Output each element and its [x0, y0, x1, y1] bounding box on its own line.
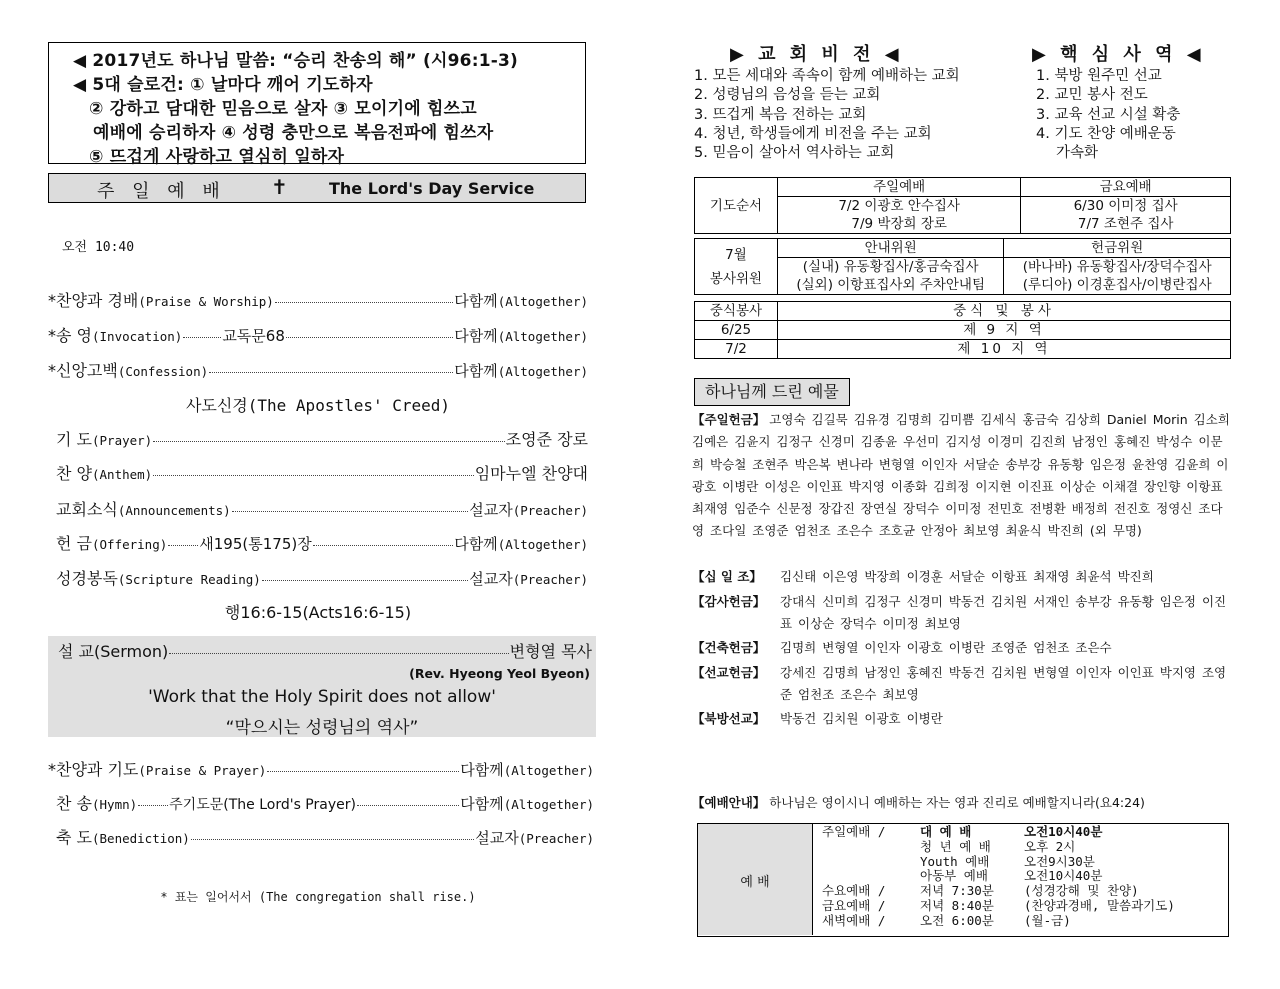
- service-title-en: The Lord's Day Service: [329, 179, 535, 198]
- offering-label: 【십 일 조】: [692, 569, 762, 584]
- prayer-table: [694, 177, 1231, 234]
- order-item: [48, 323, 588, 346]
- offering-label: 【건축헌금】: [692, 640, 766, 655]
- cross-icon: ✝: [271, 175, 288, 199]
- schedule-time: 오전10시40분: [1024, 868, 1103, 884]
- leader-dots: [153, 440, 504, 442]
- order-label-en: (Hymn): [92, 797, 138, 812]
- offering-section: [692, 409, 1232, 543]
- slogan-line: ② 강하고 담대한 믿음으로 살자 ③ 모이기에 힘쓰고: [89, 99, 477, 119]
- annual-verse: ◀ 2017년도 하나님 말씀: “승리 찬송의 해” (시96:1-3): [73, 51, 518, 71]
- leader-dots: [153, 474, 474, 476]
- order-detail: 새195(통175)장: [199, 535, 312, 553]
- order-leader-en: (Preacher): [518, 831, 594, 846]
- fri-head: 금요예배: [1021, 178, 1231, 197]
- schedule-row: [822, 840, 1175, 855]
- schedule-time: 오전9시30분: [1024, 853, 1095, 869]
- service-title-bar: [48, 173, 586, 203]
- order-label-en: (Anthem): [92, 467, 153, 482]
- slogan-line: ◀ 5대 슬로건: ① 날마다 깨어 기도하자: [73, 75, 373, 95]
- order-leader: 조영준 장로: [505, 430, 588, 449]
- order-label-en: (Invocation): [92, 329, 183, 344]
- month-label: 7월: [725, 246, 747, 263]
- staff-table: [694, 238, 1231, 295]
- order-leader-en: (Altogether): [497, 537, 588, 552]
- sermon-box: [48, 636, 596, 737]
- sermon-title-ko: “막으시는 성령님의 역사”: [225, 718, 419, 738]
- core-title: ▶ 핵 심 사 역 ◀: [1032, 44, 1205, 65]
- core-list: [1036, 67, 1180, 163]
- meal-date: 7/2: [695, 340, 778, 359]
- standing-note: * 표는 일어서서 (The congregation shall rise.): [160, 890, 476, 904]
- guide-head: 안내위원: [778, 239, 1004, 258]
- leader-dots: [275, 301, 453, 303]
- offering-names: 김명희 변형열 이인자 이광호 이병란 조영준 엄천조 조은수: [780, 640, 1112, 655]
- schedule-row: [822, 855, 1175, 870]
- order-leader-en: (Altogether): [497, 329, 588, 344]
- meal-value: 제 9 지 역: [778, 321, 1231, 340]
- order-item: [48, 757, 594, 780]
- schedule-day: [822, 840, 920, 855]
- leader-dots: [183, 336, 221, 338]
- order-detail: 교독문68: [222, 327, 285, 345]
- list-item: 가속화: [1056, 145, 1099, 162]
- staff-label: [695, 239, 778, 295]
- order-label-en: (Confession): [117, 364, 209, 379]
- schedule-day: 금요예배 /: [822, 897, 886, 913]
- leader-dots: [168, 544, 198, 546]
- staff-label-text: 봉사위원: [709, 270, 763, 287]
- leader-dots: [313, 544, 454, 546]
- order-item: [48, 427, 588, 450]
- schedule-time: 오후 2시: [1024, 838, 1076, 854]
- schedule-row: [822, 884, 1175, 899]
- creed-line: 사도신경(The Apostles' Creed): [185, 396, 451, 415]
- meal-value: 제 10 지 역: [778, 340, 1231, 359]
- order-label-en: (Praise & Prayer): [138, 763, 267, 778]
- schedule-time: (찬양과경배, 말씀과기도): [1024, 897, 1175, 913]
- offering-label: 【감사헌금】: [692, 594, 766, 609]
- table-row: [695, 321, 1231, 340]
- order-label: *찬양과 기도: [48, 760, 139, 779]
- order-item: [48, 566, 588, 589]
- order-label-en: (Praise & Worship): [138, 294, 274, 309]
- offering-section: [692, 566, 1232, 588]
- order-label-en: (Offering): [92, 537, 168, 552]
- order-label: 찬 송: [56, 794, 92, 813]
- order-leader-en: (Altogether): [497, 364, 588, 379]
- schedule-time: 오전10시40분: [1024, 824, 1103, 839]
- order-leader-en: (Altogether): [503, 763, 594, 778]
- order-label-en: (Benediction): [92, 831, 190, 846]
- schedule-service: 오전 6:00분: [920, 912, 994, 928]
- slogan-line: ⑤ 뜨겁게 사랑하고 열심히 일하자: [89, 147, 345, 167]
- order-label: 찬 양: [56, 464, 92, 483]
- offering-names: 김신태 이은영 박장희 이경훈 서달순 이항표 최재영 최윤석 박진희: [780, 569, 1154, 584]
- order-leader: 다함께: [460, 761, 504, 779]
- leader-dots: [232, 510, 469, 512]
- leader-dots: [209, 371, 453, 373]
- order-label-en: (Prayer): [92, 433, 153, 448]
- service-title-ko: 주 일 예 배: [97, 181, 226, 202]
- meal-table: [694, 301, 1231, 359]
- offer-member: (바나바) 유동황집사/장덕수집사: [1004, 258, 1231, 277]
- order-item: [48, 531, 588, 554]
- offering-label: 【주일헌금】: [692, 412, 766, 427]
- schedule-row: [822, 825, 1175, 840]
- worship-verse-line: [692, 793, 1145, 811]
- sun-head: 주일예배: [778, 178, 1021, 197]
- table-row: [695, 340, 1231, 359]
- sermon-label: 설 교(Sermon): [58, 642, 169, 661]
- schedule-day: [822, 855, 920, 870]
- order-leader-en: (Preacher): [512, 503, 588, 518]
- service-time: 오전 10:40: [62, 240, 135, 255]
- list-item: 3. 교육 선교 시설 확충: [1036, 106, 1181, 123]
- schedule-day: [822, 869, 920, 884]
- fri-prayer: 6/30 이미정 집사: [1021, 197, 1231, 216]
- schedule-list: [822, 825, 1175, 929]
- order-item: [48, 497, 588, 520]
- schedule-time: (성경강해 및 찬양): [1024, 883, 1139, 899]
- schedule-row: [822, 914, 1175, 929]
- prayer-label: 기도순서: [695, 178, 778, 234]
- order-leader-en: (Preacher): [512, 572, 588, 587]
- slogan-line: 예배에 승리하자 ④ 성령 충만으로 복음전파에 힘쓰자: [93, 123, 494, 143]
- leader-dots: [267, 770, 459, 772]
- list-item: 1. 북방 원주민 선교: [1036, 68, 1162, 84]
- worship-box-label-cell: [698, 824, 813, 935]
- meal-label: 중식봉사: [695, 302, 778, 321]
- order-label: 성경봉독: [56, 569, 118, 588]
- offering-names: 강세진 김명희 남정인 홍혜진 박동건 김치원 변형열 이인자 이인표 박지영 조영준 엄천조 조은수 최보영: [780, 665, 1227, 703]
- list-item: 1. 모든 세대와 족속이 함께 예배하는 교회: [694, 68, 960, 84]
- order-label-en: (Announcements): [117, 503, 231, 518]
- order-label: 축 도: [56, 828, 92, 847]
- schedule-service: 아동부 예배: [920, 868, 988, 884]
- offering-names: 강대식 신미희 김정구 신경미 박동건 김치원 서재인 송부강 유동황 임은정 이진표 이상순 장덕수 이미정 최보영: [780, 594, 1227, 632]
- order-leader: 임마누엘 찬양대: [474, 464, 588, 483]
- list-item: 5. 믿음이 살아서 역사하는 교회: [694, 145, 895, 162]
- guide-member: (실내) 유동황집사/홍금숙집사: [778, 258, 1004, 277]
- schedule-service: 대 예 배: [920, 824, 972, 839]
- list-item: 2. 성령님의 음성을 듣는 교회: [694, 87, 881, 104]
- order-leader-en: (Altogether): [503, 797, 594, 812]
- offering-label: 【선교헌금】: [692, 665, 766, 680]
- order-leader-en: (Altogether): [497, 294, 588, 309]
- leader-dots: [169, 652, 508, 654]
- vision-list: [694, 67, 960, 163]
- order-item: [48, 288, 588, 311]
- schedule-service: 저녁 7:30분: [920, 883, 994, 899]
- list-item: 2. 교민 봉사 전도: [1036, 87, 1148, 104]
- schedule-day: 수요예배 /: [822, 883, 886, 899]
- offering-label: 【북방선교】: [692, 711, 766, 726]
- order-leader: 설교자: [469, 501, 513, 519]
- sun-prayer: 7/9 박장희 장로: [778, 215, 1021, 234]
- preacher-en: (Rev. Hyeong Yeol Byeon): [409, 666, 590, 681]
- leader-dots: [286, 336, 453, 338]
- list-item: 4. 기도 찬양 예배운동: [1036, 125, 1176, 142]
- offering-title: 하나님께 드린 예물: [694, 378, 850, 406]
- schedule-time: (월-금): [1024, 912, 1071, 928]
- order-item: [48, 358, 588, 381]
- vision-title: ▶ 교 회 비 전 ◀: [730, 44, 903, 65]
- order-leader: 다함께: [454, 292, 498, 310]
- order-item: [48, 461, 588, 484]
- order-leader: 다함께: [454, 327, 498, 345]
- schedule-service: 청 년 예 배: [920, 838, 991, 854]
- offering-section: [692, 662, 1232, 707]
- order-leader: 다함께: [454, 535, 498, 553]
- offering-names: 박동건 김치원 이광호 이병란: [780, 711, 943, 726]
- schedule-service: Youth 예배: [920, 853, 990, 869]
- slogan-box: [48, 42, 586, 167]
- order-leader: 다함께: [454, 362, 498, 380]
- order-label: *송 영: [48, 326, 92, 345]
- order-item: [48, 825, 594, 848]
- leader-dots: [262, 579, 468, 581]
- worship-box-label: 예 배: [740, 875, 770, 890]
- sermon-row: [58, 639, 592, 662]
- leader-dots: [138, 804, 168, 806]
- sun-prayer: 7/2 이광호 안수집사: [778, 197, 1021, 216]
- offering-section: [692, 708, 1232, 730]
- meal-date: 6/25: [695, 321, 778, 340]
- leader-dots: [191, 838, 474, 840]
- offering-section: [692, 637, 1232, 659]
- order-leader: 설교자: [469, 570, 513, 588]
- order-leader: 다함께: [460, 795, 504, 813]
- offer-member: (루디아) 이경훈집사/이병란집사: [1004, 276, 1231, 295]
- sermon-preacher: 변형열 목사: [509, 642, 592, 661]
- worship-label: 【예배안내】: [692, 795, 766, 810]
- leader-dots: [357, 804, 459, 806]
- order-label: 기 도: [56, 430, 92, 449]
- schedule-row: [822, 899, 1175, 914]
- offer-head: 헌금위원: [1004, 239, 1231, 258]
- order-label-en: (Scripture Reading): [117, 572, 261, 587]
- order-label: 헌 금: [56, 534, 92, 553]
- schedule-service: 저녁 8:40분: [920, 897, 994, 913]
- fri-prayer: 7/7 조현주 집사: [1021, 215, 1231, 234]
- order-item: [48, 791, 594, 814]
- schedule-day: 새벽예배 /: [822, 912, 886, 928]
- list-item: 3. 뜨겁게 복음 전하는 교회: [694, 106, 867, 123]
- order-label: *찬양과 경배: [48, 291, 139, 310]
- worship-schedule-box: [697, 823, 1229, 937]
- order-label: 교회소식: [56, 500, 118, 519]
- offering-names: 고영숙 김길묵 김유경 김명희 김미쁨 김세식 홍금숙 김상희 Daniel Morin 김소희 김예은 김윤지 김정구 신경미 김종윤 우선미 김지성 이경미 김진희 남정인 홍혜진 박성수 이문희 박승철 조현주 박은복 변나라 변형열 이인자 서달순 송부강 유동황 임은정 윤찬영 김윤희 이광호 이병란 이성은 이인표 박지영 이종화 김희정 이지현 이진표 이상순 이채결 장인향 이항표 최재영 임준수 신문정 장갑진 장연실 장덕수 이미정 전민호 전병환 배정희 전진호 정영신 조다영 조다일 조영준 엄천조 조은수 조호균 안정아 최보영 최윤식 박진희 (외 무명): [692, 412, 1230, 539]
- order-label: *신앙고백: [48, 361, 118, 380]
- order-detail: 주기도문(The Lord's Prayer): [169, 797, 356, 813]
- order-leader: 설교자: [475, 829, 519, 847]
- meal-head: 중식 및 봉사: [778, 302, 1231, 321]
- sermon-title-en: 'Work that the Holy Spirit does not allow': [148, 687, 496, 707]
- schedule-row: [822, 869, 1175, 884]
- guide-member: (실외) 이항표집사외 주차안내팀: [778, 276, 1004, 295]
- schedule-day: 주일예배 /: [822, 824, 886, 839]
- list-item: 4. 청년, 학생들에게 비전을 주는 교회: [694, 125, 932, 142]
- scripture-line: 행16:6-15(Acts16:6-15): [224, 603, 412, 622]
- offering-section: [692, 591, 1232, 636]
- worship-verse: 하나님은 영이시니 예배하는 자는 영과 진리로 예배할지니라(요4:24): [769, 795, 1145, 810]
